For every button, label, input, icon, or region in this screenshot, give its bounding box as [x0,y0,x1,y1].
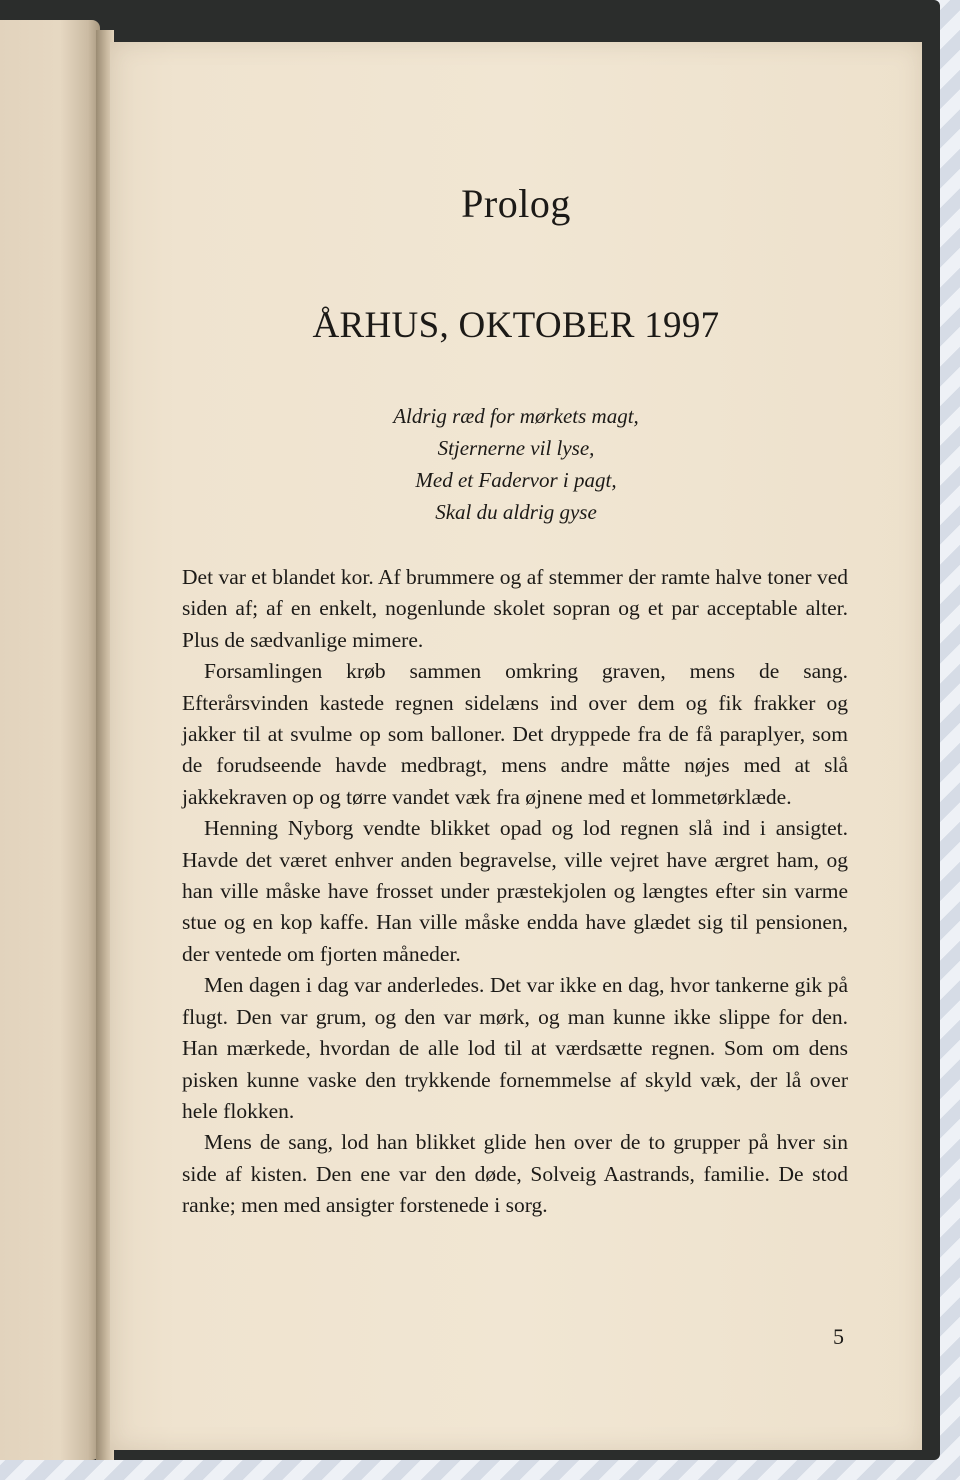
paragraph: Det var et blandet kor. Af brummere og af stemmer der ramte halve toner ved siden af; af en enkelt, nogenlunde skolet sopran og et par acceptable alter. Plus de sædvanlige mimere. [182,565,848,652]
body-text [182,562,848,1222]
paragraph: Forsamlingen krøb sammen omkring graven, mens de sang. Efterårsvinden kastede regnen sidelæns ind over dem og fik frakker og jakker til at svulme op som balloner. Det dryppede fra de få paraplyer, som de forudseende havde medbragt, mens andre måtte nøjes med at slå jakkekraven op og tørre vandet væk fra øjnene med et lommetørklæde. [182,659,848,809]
book-page [110,42,922,1450]
paragraph: Henning Nyborg vendte blikket opad og lod regnen slå ind i ansigtet. Havde det været enhver anden begravelse, ville vejret have ærgret ham, og han ville måske have frosset under præstekjolen og længtes efter sin varme stue og en kop kaffe. Han ville måske endda have glædet sig til pensionen, der ventede om fjorten måneder. [182,816,848,966]
paragraph: Mens de sang, lod han blikket glide hen over de to grupper på hver sin side af kisten. Den ene var den døde, Solveig Aastrands, familie. De stod ranke; men med ansigter forstenede i sorg. [182,1130,848,1218]
page-number: 5 [833,1324,844,1349]
epigraph-verse [110,400,922,528]
paragraph: Men dagen i dag var anderledes. Det var ikke en dag, hvor tankerne gik på flugt. Den var grum, og den var mørk, og man kunne ikke slippe for den. Han mærkede, hvordan de alle lod til at værdsætte regnen. Som om dens pisken kunne vaske den trykkende fornemmelse af skyld væk, der lå over hele flokken. [182,973,848,1123]
verse-line: Stjernerne vil lyse, [437,436,595,460]
verse-line: Med et Fadervor i pagt, [415,468,617,492]
verse-line: Aldrig ræd for mørkets magt, [393,404,639,428]
chapter-title: Prolog [461,181,571,226]
left-page-edge [0,20,100,1460]
chapter-heading: ÅRHUS, OKTOBER 1997 [312,305,720,346]
verse-line: Skal du aldrig gyse [435,500,597,524]
